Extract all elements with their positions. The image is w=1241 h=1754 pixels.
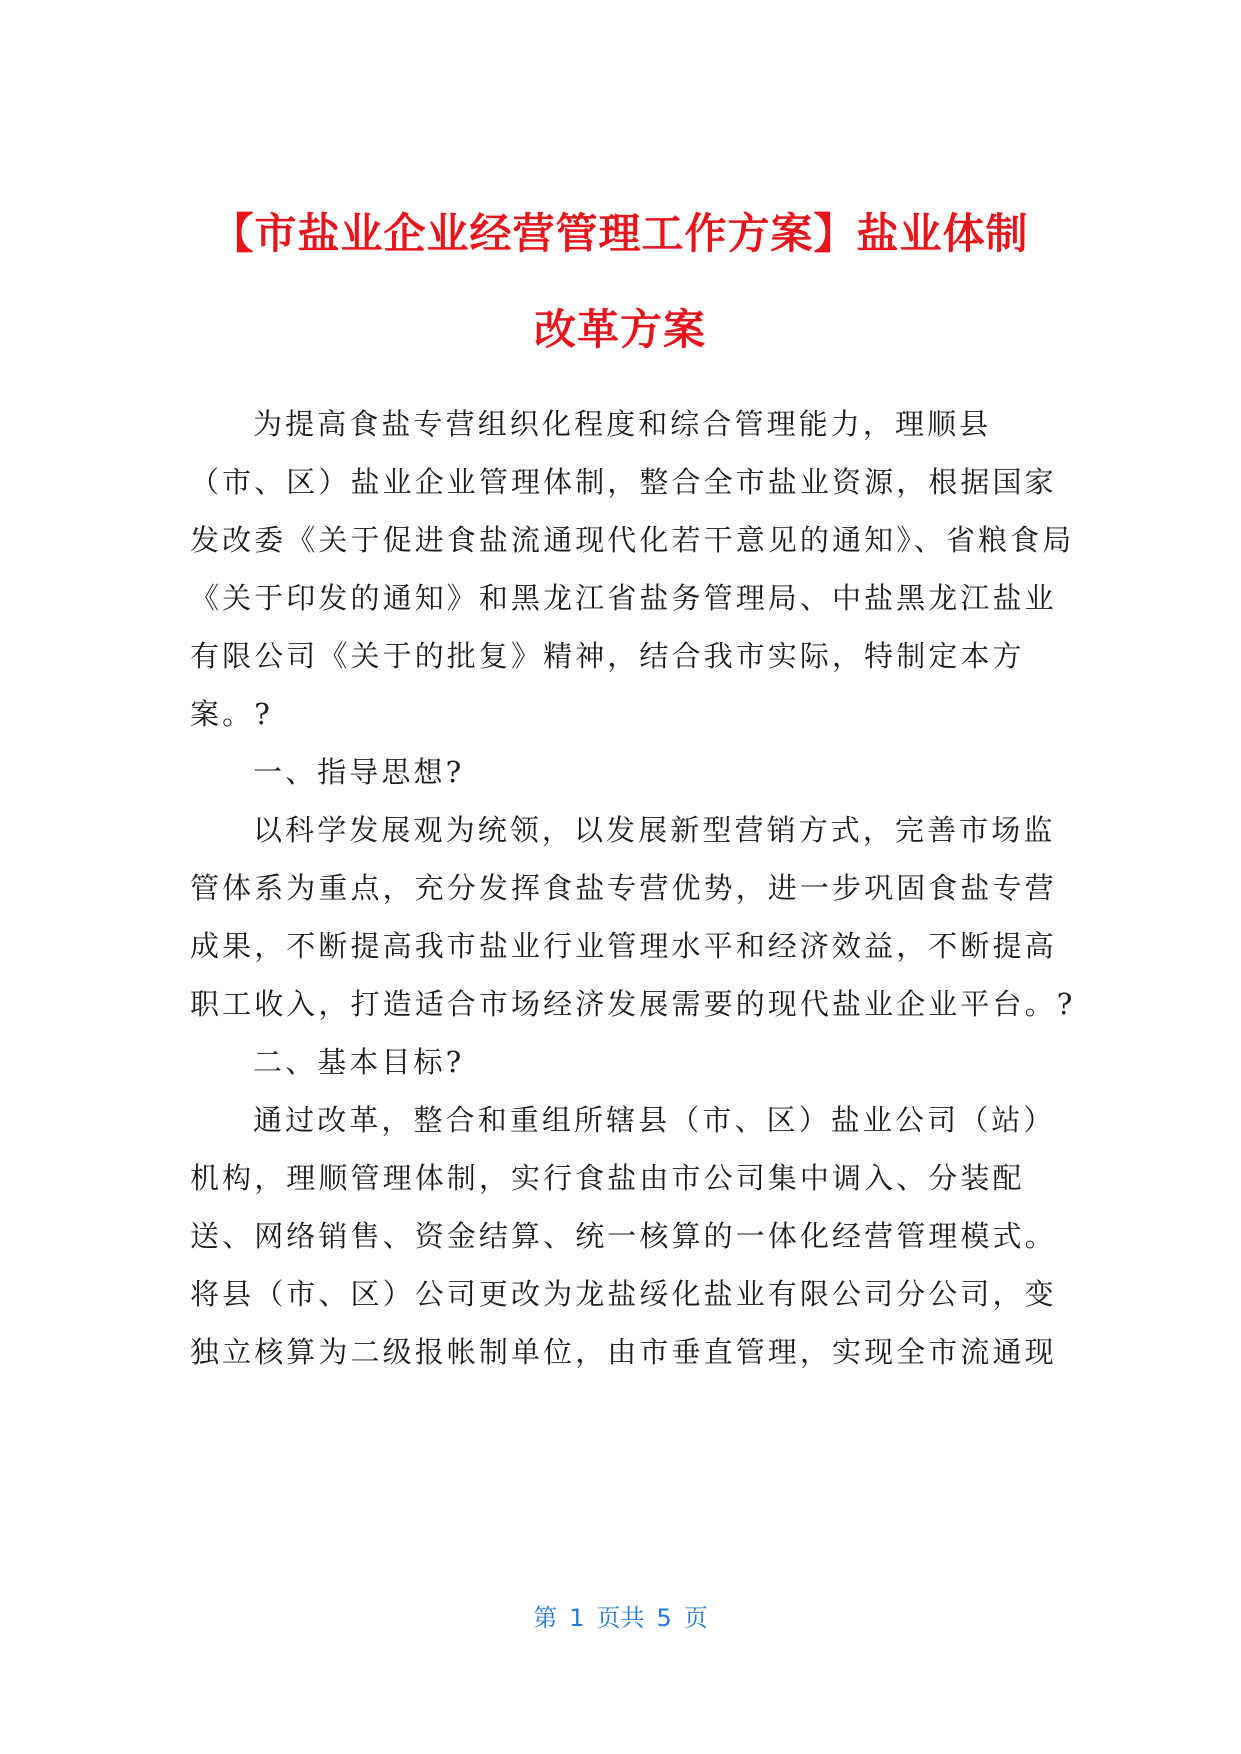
- section-heading: 二、基本目标?: [253, 1045, 465, 1079]
- document-title-line-1: 【市盐业企业经营管理工作方案】盐业体制: [211, 209, 1029, 258]
- footer-total-pages: 5: [656, 1604, 672, 1632]
- paragraph-line: 管体系为重点，充分发挥食盐专营优势，进一步巩固食盐专营: [190, 871, 1057, 905]
- paragraph-line: 将县（市、区）公司更改为龙盐绥化盐业有限公司分公司，变: [190, 1277, 1057, 1311]
- paragraph-line: 为提高食盐专营组织化程度和综合管理能力，理顺县: [253, 407, 992, 441]
- paragraph-line: 送、网络销售、资金结算、统一核算的一体化经营管理模式。: [190, 1219, 1057, 1253]
- paragraph-line: 以科学发展观为统领，以发展新型营销方式，完善市场监: [253, 813, 1056, 847]
- paragraph-line: 有限公司《关于的批复》精神，结合我市实际，特制定本方: [190, 639, 1025, 673]
- paragraph-line: 发改委《关于促进食盐流通现代化若干意见的通知》、省粮食局: [190, 523, 1075, 557]
- footer-prefix: 第: [533, 1604, 558, 1632]
- paragraph-line: 通过改革，整合和重组所辖县（市、区）盐业公司（站）: [253, 1103, 1056, 1137]
- paragraph-line: 案。?: [190, 697, 273, 731]
- paragraph-line: 机构，理顺管理体制，实行食盐由市公司集中调入、分装配: [190, 1161, 1025, 1195]
- footer-middle: 页共: [596, 1604, 645, 1632]
- paragraph-line: （市、区）盐业企业管理体制，整合全市盐业资源，根据国家: [190, 465, 1057, 499]
- paragraph-line: 职工收入，打造适合市场经济发展需要的现代盐业企业平台。?: [190, 987, 1076, 1021]
- paragraph-line: 成果，不断提高我市盐业行业管理水平和经济效益，不断提高: [190, 929, 1057, 963]
- section-heading: 一、指导思想?: [253, 755, 465, 789]
- document-title-line-2: 改革方案: [533, 305, 706, 354]
- page-footer: [0, 1598, 1241, 1633]
- footer-suffix: 页: [683, 1604, 708, 1632]
- paragraph-line: 独立核算为二级报帐制单位，由市垂直管理，实现全市流通现: [190, 1335, 1057, 1369]
- paragraph-line: 《关于印发的通知》和黑龙江省盐务管理局、中盐黑龙江盐业: [190, 581, 1057, 615]
- footer-page-number: 1: [569, 1604, 585, 1632]
